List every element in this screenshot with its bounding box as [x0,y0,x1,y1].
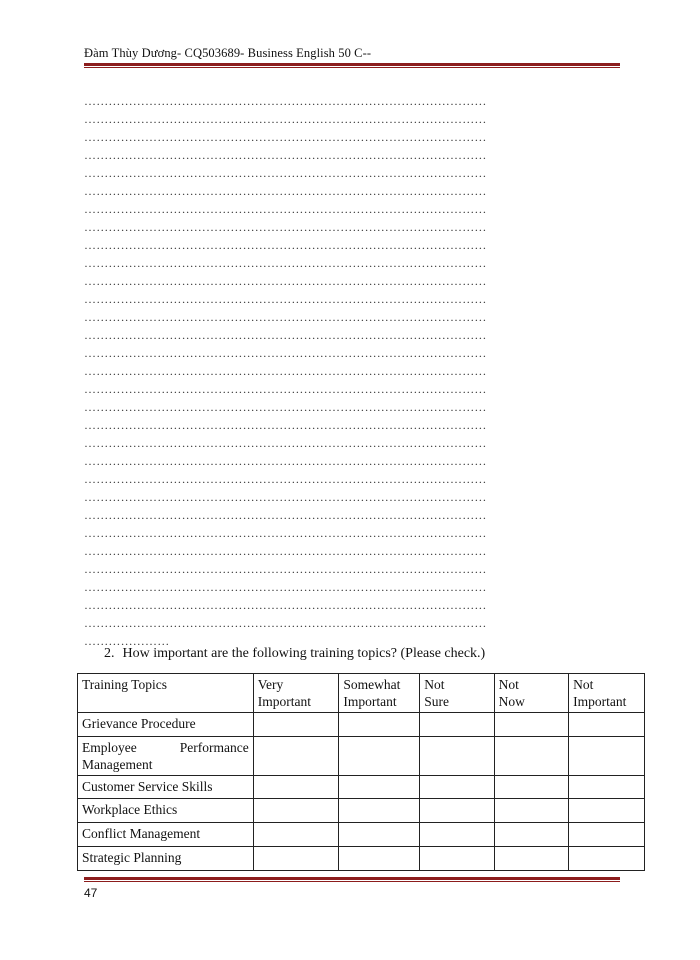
question-text: How important are the following training topics? (Please check.) [122,646,486,661]
check-cell[interactable] [339,776,420,799]
answer-lines [84,92,614,650]
question-2 [104,646,485,662]
table-row [78,799,645,823]
header-not-important: Not Important [569,674,645,713]
answer-dotted-line: ……………………………………………………………………………………… [84,112,487,126]
check-cell[interactable] [339,713,420,737]
check-cell[interactable] [569,737,645,776]
check-cell[interactable] [253,776,339,799]
answer-dotted-line: ……………………………………………………………………………………… [84,526,487,540]
header-very-important: Very Important [253,674,339,713]
check-cell[interactable] [339,799,420,823]
check-cell[interactable] [494,713,568,737]
answer-dotted-line: ……………………………………………………………………………………… [84,346,487,360]
answer-dotted-line: ……………………………………………………………………………………… [84,382,487,396]
answer-dotted-line: ……………………………………………………………………………………… [84,328,487,342]
check-cell[interactable] [253,823,339,847]
answer-dotted-line: ……………………………………………………………………………………… [84,364,487,378]
table-row [78,776,645,799]
check-cell[interactable] [420,799,494,823]
answer-dotted-line: ……………………………………………………………………………………… [84,184,487,198]
topic-cell: Employee Performance Management [78,737,254,776]
question-number: 2. [104,646,115,661]
header-training-topics: Training Topics [78,674,254,713]
check-cell[interactable] [420,847,494,871]
answer-dotted-line: ……………………………………………………………………………………… [84,418,487,432]
answer-dotted-line: ……………………………………………………………………………………… [84,274,487,288]
answer-dotted-line: ……………………………………………………………………………………… [84,220,487,234]
check-cell[interactable] [569,799,645,823]
answer-dotted-line: ……………………………………………………………………………………… [84,598,487,612]
header-not-now: Not Now [494,674,568,713]
answer-dotted-line: ……………………………………………………………………………………… [84,544,487,558]
check-cell[interactable] [420,823,494,847]
check-cell[interactable] [420,737,494,776]
answer-dotted-line: ……………………………………………………………………………………… [84,94,487,108]
check-cell[interactable] [253,847,339,871]
topic-cell: Grievance Procedure [78,713,254,737]
footer-rule [84,877,620,882]
check-cell[interactable] [339,737,420,776]
check-cell[interactable] [253,799,339,823]
answer-dotted-line: ……………………………………………………………………………………… [84,490,487,504]
topic-cell: Conflict Management [78,823,254,847]
check-cell[interactable] [494,847,568,871]
answer-dotted-line: ……………………………………………………………………………………… [84,616,487,630]
table-row [78,713,645,737]
check-cell[interactable] [569,776,645,799]
answer-dotted-line: ……………………………………………………………………………………… [84,256,487,270]
check-cell[interactable] [339,823,420,847]
check-cell[interactable] [253,737,339,776]
topic-cell: Workplace Ethics [78,799,254,823]
table-row [78,847,645,871]
answer-dotted-line: ……………………………………………………………………………………… [84,562,487,576]
check-cell[interactable] [494,799,568,823]
check-cell[interactable] [569,713,645,737]
answer-dotted-line: ……………………………………………………………………………………… [84,130,487,144]
answer-dotted-line: ……………………………………………………………………………………… [84,202,487,216]
answer-dotted-line: ……………………………………………………………………………………… [84,454,487,468]
header-not-sure: Not Sure [420,674,494,713]
check-cell[interactable] [420,776,494,799]
answer-dotted-line: ……………………………………………………………………………………… [84,580,487,594]
check-cell[interactable] [420,713,494,737]
answer-dotted-line: ……………………………………………………………………………………… [84,400,487,414]
check-cell[interactable] [253,713,339,737]
header-rule [84,63,620,68]
answer-dotted-line: ……………………………………………………………………………………… [84,148,487,162]
table-row [78,823,645,847]
check-cell[interactable] [494,823,568,847]
page-number: 47 [84,886,98,900]
check-cell[interactable] [494,776,568,799]
training-topics-table [77,673,645,871]
topic-cell: Strategic Planning [78,847,254,871]
answer-dotted-line: ……………………………………………………………………………………… [84,472,487,486]
check-cell[interactable] [569,847,645,871]
check-cell[interactable] [494,737,568,776]
table-header-row [78,674,645,713]
topic-cell: Customer Service Skills [78,776,254,799]
table-row [78,737,645,776]
header-text: Đàm Thùy Dương- CQ503689- Business English 50 C-- [84,46,372,60]
answer-dotted-line: ……………………………………………………………………………………… [84,508,487,522]
answer-dotted-line-last: ………………… [84,634,170,648]
answer-dotted-line: ……………………………………………………………………………………… [84,436,487,450]
check-cell[interactable] [339,847,420,871]
answer-dotted-line: ……………………………………………………………………………………… [84,292,487,306]
header-somewhat-important: Somewhat Important [339,674,420,713]
answer-dotted-line: ……………………………………………………………………………………… [84,310,487,324]
answer-dotted-line: ……………………………………………………………………………………… [84,166,487,180]
answer-dotted-line: ……………………………………………………………………………………… [84,238,487,252]
check-cell[interactable] [569,823,645,847]
